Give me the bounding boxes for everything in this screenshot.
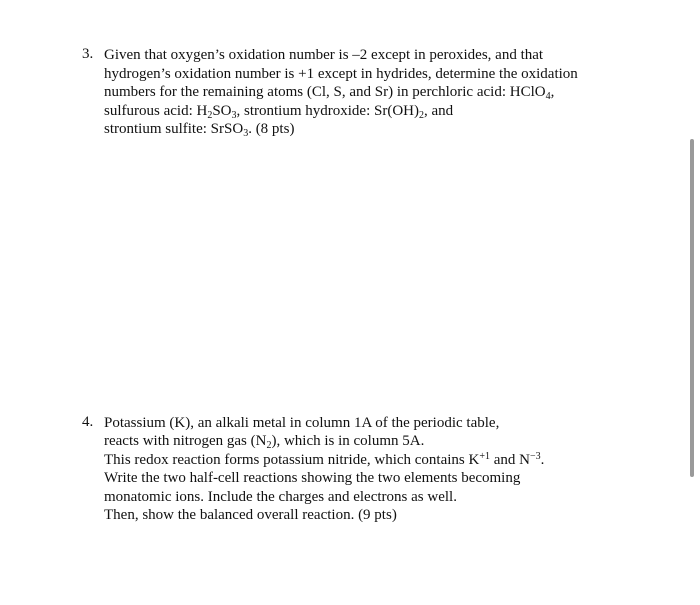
q3-srso3-subscript: 3 <box>243 128 249 140</box>
q4-line-2-b: ), which is in column 5A. <box>271 433 425 450</box>
q3-oh2-subscript: 2 <box>419 109 424 121</box>
q3-line-5 <box>104 120 642 139</box>
question-4-text <box>104 414 642 524</box>
q4-line-4: Write the two half-cell reactions showing the two elements becoming <box>104 470 521 487</box>
q3-line-4-b: SO <box>212 102 232 119</box>
q3-line-4-a: sulfurous acid: H <box>104 102 208 119</box>
question-4-number: 4. <box>82 414 94 430</box>
q4-n2-subscript: 2 <box>266 440 272 452</box>
q4-line-6: Then, show the balanced overall reaction. (9 pts) <box>104 507 397 524</box>
vertical-scrollbar[interactable] <box>690 139 694 477</box>
q3-line-3-end: , <box>550 84 555 101</box>
q4-k-charge-superscript: +1 <box>479 450 490 462</box>
question-3-text <box>104 46 642 139</box>
q3-line-5-b: . (8 pts) <box>248 121 295 138</box>
q3-so3-subscript: 3 <box>231 109 237 121</box>
q3-line-2: hydrogen’s oxidation number is +1 except in hydrides, determine the oxidation <box>104 65 578 82</box>
q4-line-5: monatomic ions. Include the charges and electrons as well. <box>104 488 457 505</box>
q4-line-2-a: reacts with nitrogen gas (N <box>104 433 267 450</box>
q3-line-4 <box>104 102 642 121</box>
q4-n-charge-superscript: −3 <box>529 450 541 462</box>
q4-line-3 <box>104 451 642 469</box>
q4-line-1: Potassium (K), an alkali metal in column 1A of the periodic table, <box>104 415 500 431</box>
q3-line-4-d: , and <box>424 102 454 119</box>
q4-line-2 <box>104 432 642 450</box>
q3-line-1: Given that oxygen’s oxidation number is –2 except in peroxides, and that <box>104 47 544 63</box>
q4-line-3-c: . <box>540 451 545 468</box>
q3-hclo4-subscript: 4 <box>545 91 551 103</box>
q3-line-4-c: , strontium hydroxide: Sr(OH) <box>236 102 419 119</box>
q3-line-5-a: strontium sulfite: SrSO <box>104 121 244 138</box>
q3-line-3 <box>104 83 642 102</box>
q4-line-3-a: This redox reaction forms potassium nitride, which contains K <box>104 451 480 468</box>
question-3-number: 3. <box>82 46 94 62</box>
q3-h2-subscript: 2 <box>207 109 213 121</box>
question-3 <box>82 46 642 139</box>
q4-line-3-b: and N <box>489 451 530 468</box>
q3-line-3-text: numbers for the remaining atoms (Cl, S, and Sr) in perchloric acid: HClO <box>104 84 546 101</box>
question-4 <box>82 414 642 524</box>
